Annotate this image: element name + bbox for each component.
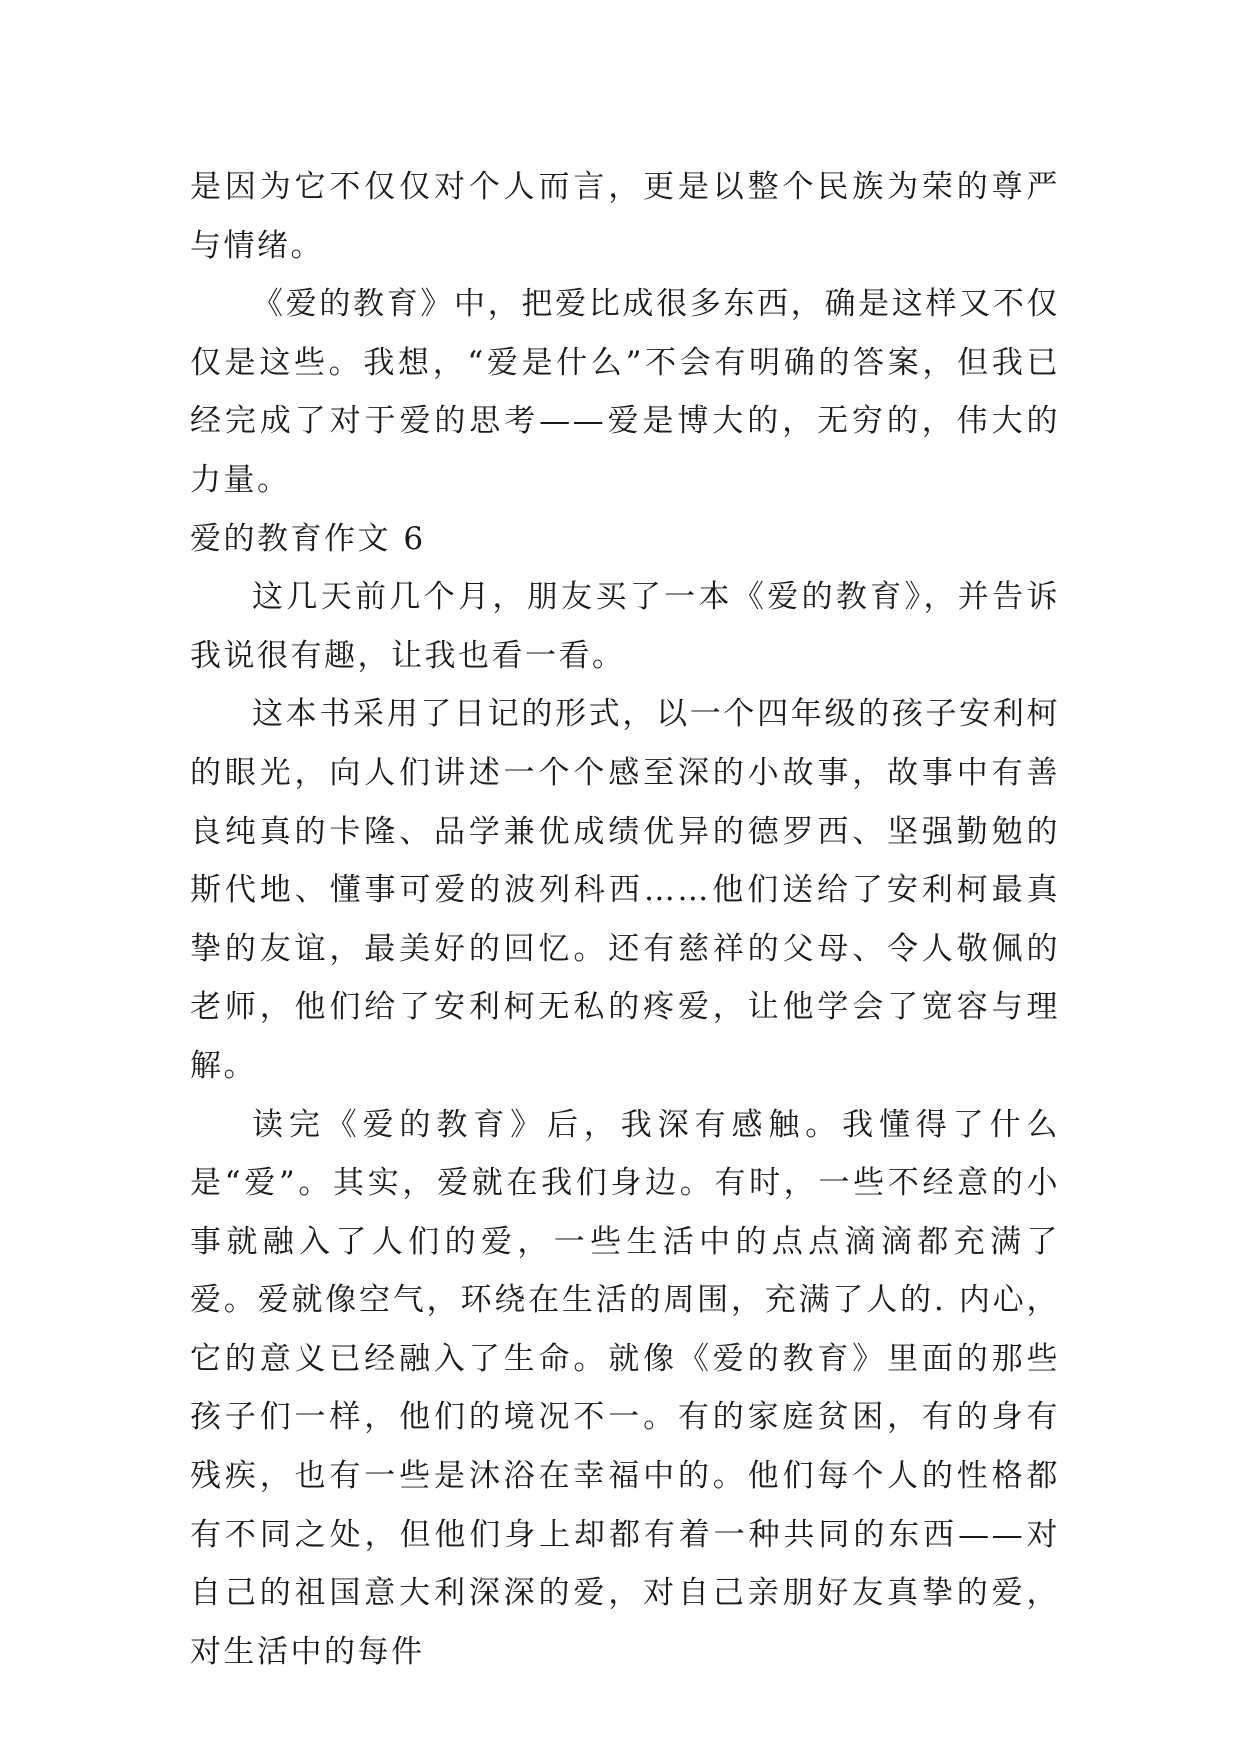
paragraph-continuation: 是因为它不仅仅对个人而言，更是以整个民族为荣的尊严与情绪。 xyxy=(190,169,1060,264)
paragraph-reflection: 读完《爱的教育》后，我深有感触。我懂得了什么是“爱”。其实，爱就在我们身边。有时，一些不经意的小事就融入了人们的爱，一些生活中的点点滴滴都充满了爱。爱就像空气，环绕在生活的周围，充满了人的. 内心，它的意义已经融入了生命。就像《爱的教育》里面的那些孩子们一样，他们的境况不一。有的家庭贫困，有的身有残疾，也有一些是沐浴在幸福中的。他们每个人的性格都有不同之处，但他们身上却都有着一种共同的东西——对自己的祖国意大利深深的爱，对自己亲朋好友真挚的爱，对生活中的每件 xyxy=(190,1106,1060,1670)
section-heading: 爱的教育作文 6 xyxy=(190,520,426,557)
paragraph-love-metaphor: 《爱的教育》中，把爱比成很多东西，确是这样又不仅仅是这些。我想，“爱是什么”不会有明确的答案，但我已经完成了对于爱的思考——爱是博大的，无穷的，伟大的力量。 xyxy=(190,286,1060,498)
paragraph-friend-book: 这几天前几个月，朋友买了一本《爱的教育》，并告诉我说很有趣，让我也看一看。 xyxy=(190,579,1060,674)
document-page xyxy=(190,158,1060,1681)
paragraph-book-summary: 这本书采用了日记的形式，以一个四年级的孩子安利柯的眼光，向人们讲述一个个感至深的小故事，故事中有善良纯真的卡隆、品学兼优成绩优异的德罗西、坚强勤勉的斯代地、懂事可爱的波列科西……他们送给了安利柯最真挚的友谊，最美好的回忆。还有慈祥的父母、令人敬佩的老师，他们给了安利柯无私的疼爱，让他学会了宽容与理解。 xyxy=(190,696,1060,1084)
